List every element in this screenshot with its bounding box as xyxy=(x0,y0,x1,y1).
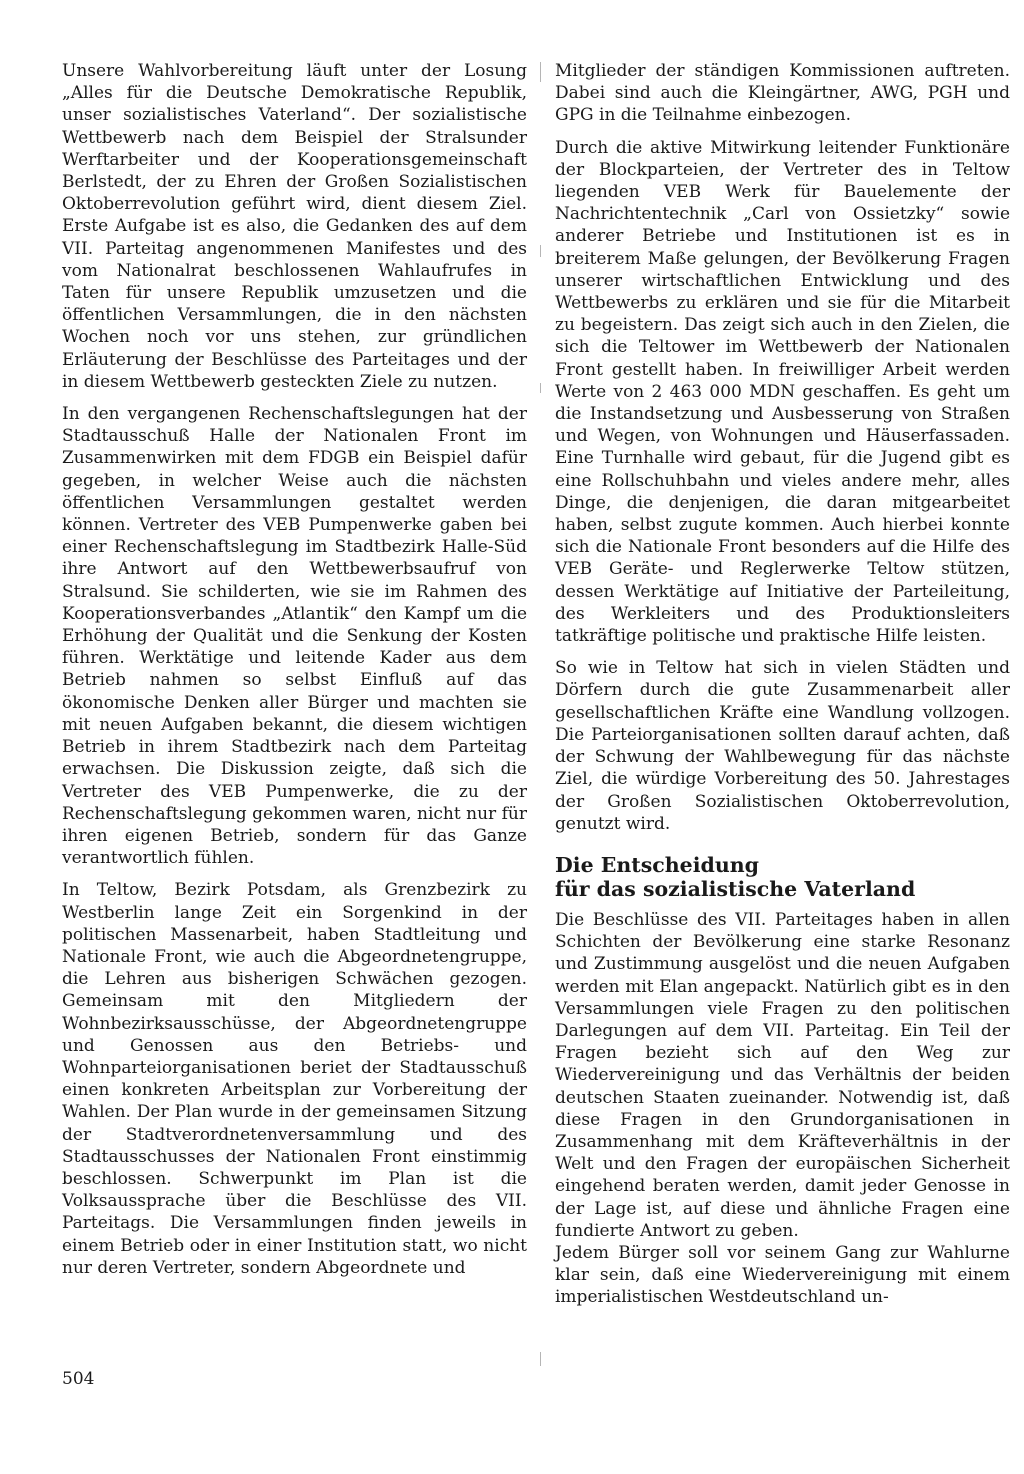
body-paragraph: Jedem Bürger soll vor seinem Gang zur Wahlurne klar sein, daß eine Wiedervereinigung mit einem imperialistischen Westdeutschland un- xyxy=(555,1242,1010,1308)
gutter-mark xyxy=(540,62,541,82)
gutter-mark xyxy=(540,245,541,257)
gutter-mark xyxy=(540,383,541,393)
body-paragraph: Die Beschlüsse des VII. Parteitages haben in allen Schichten der Bevölkerung eine starke Resonanz und Zustimmung ausgelöst und die neuen Aufgaben werden mit Elan angepackt. Natürlich gibt es in den Versammlungen viele Fragen zu den politischen Darlegungen auf dem VII. Parteitag. Ein Teil der Fragen bezieht sich auf den Weg zur Wiedervereinigung und das Verhältnis der beiden deutschen Staaten zueinander. Notwendig ist, daß diese Fragen in den Grundorganisationen in Zusammenhang mit dem Kräfteverhältnis in der Welt und den Fragen der europäischen Sicherheit eingehend beraten werden, damit jeder Genosse in der Lage ist, auf diese und ähnliche Fragen eine fundierte Antwort zu geben. xyxy=(555,909,1010,1241)
page-number: 504 xyxy=(62,1369,95,1389)
section-heading xyxy=(555,853,1010,901)
section-heading-line: Die Entscheidung xyxy=(555,852,759,877)
body-paragraph: Mitglieder der ständigen Kommissionen auftreten. Dabei sind auch die Kleingärtner, AWG, PGH und GPG in die Teilnahme einbezogen. xyxy=(555,61,1010,126)
body-paragraph: Unsere Wahlvorbereitung läuft unter der Losung „Alles für die Deutsche Demokratische Republik, unser sozialistisches Vaterland“. Der sozialistische Wettbewerb nach dem Beispiel der Stralsunder Werftarbeiter und der Kooperationsgemeinschaft Berlstedt, der zu Ehren der Großen Sozialistischen Oktoberrevolution geführt wird, dient diesem Ziel. Erste Aufgabe ist es also, die Gedanken des auf dem VII. Parteitag angenommenen Manifestes und des vom Nationalrat beschlossenen Wahlaufrufes in Taten für unsere Republik umzusetzen und die öffentlichen Versammlungen, die in den nächsten Wochen noch vor uns stehen, zur gründlichen Erläuterung der Beschlüsse des Parteitages und der in diesem Wettbewerb gesteckten Ziele zu nutzen. xyxy=(62,61,527,392)
section-heading-line: für das sozialistische Vaterland xyxy=(555,876,916,901)
gutter-mark xyxy=(540,1352,541,1366)
body-paragraph: In den vergangenen Rechenschaftslegungen hat der Stadtausschuß Halle der Nationalen Front im Zusammenwirken mit dem FDGB ein Beispiel dafür gegeben, in welcher Weise auch die nächsten öffentlichen Versammlungen gestaltet werden können. Vertreter des VEB Pumpenwerke gaben bei einer Rechenschaftslegung im Stadtbezirk Halle-Süd ihre Antwort auf den Wettbewerbsaufruf von Stralsund. Sie schilderten, wie sie im Rahmen des Kooperationsverbandes „Atlantik“ den Kampf um die Erhöhung der Qualität und die Senkung der Kosten führen. Werktätige und leitende Kader aus dem Betrieb nahmen so selbst Einfluß auf das ökonomische Denken aller Bürger und machten sie mit neuen Aufgaben bekannt, die diesem wichtigen Betrieb in ihrem Stadtbezirk nach dem Parteitag erwachsen. Die Diskussion zeigte, daß sich die Vertreter des VEB Pumpenwerke, die zu der Rechenschaftslegung gekommen waren, nicht nur für ihren eigenen Betrieb, sondern für das Ganze verantwortlich fühlen. xyxy=(62,404,527,869)
body-paragraph: Durch die aktive Mitwirkung leitender Funktionäre der Blockparteien, der Vertreter des in Teltow liegenden VEB Werk für Bauelemente der Nachrichtentechnik „Carl von Ossietzky“ sowie anderer Betriebe und Institutionen ist es in breiterem Maße gelungen, der Bevölkerung Fragen unserer wirtschaftlichen Entwicklung und des Wettbewerbs zu erklären und sie für die Mitarbeit zu begeistern. Das zeigt sich auch in den Zielen, die sich die Teltower im Wettbewerb der Nationalen Front gestellt haben. In freiwilliger Arbeit werden Werte von 2 463 000 MDN geschaffen. Es geht um die Instandsetzung und Ausbesserung von Straßen und Wegen, von Wohnungen und Häuserfassaden. Eine Turnhalle wird gebaut, für die Jugend gibt es eine Rollschuhbahn und vieles andere mehr, alles Dinge, die denjenigen, die daran mitgearbeitet haben, selbst zugute kommen. Auch hierbei konnte sich die Nationale Front besonders auf die Hilfe des VEB Geräte- und Reglerwerke Teltow stützen, dessen Werktätige auf Initiative der Parteileitung, des Werkleiters und des Produktionsleiters tatkräftige politische und praktische Hilfe leisten. xyxy=(555,137,1010,647)
left-column xyxy=(62,60,527,1279)
body-paragraph: So wie in Teltow hat sich in vielen Städten und Dörfern durch die gute Zusammenarbeit aller gesellschaftlichen Kräfte eine Wandlung vollzogen. Die Parteiorganisationen sollten darauf achten, daß der Schwung der Wahlbewegung für das nächste Ziel, die würdige Vorbereitung des 50. Jahrestages der Großen Sozialistischen Oktoberrevolution, genutzt wird. xyxy=(555,658,1010,834)
right-column xyxy=(555,60,1010,1309)
body-paragraph: In Teltow, Bezirk Potsdam, als Grenzbezirk zu Westberlin lange Zeit ein Sorgenkind in der politischen Massenarbeit, haben Stadtleitung und Nationale Front, wie auch die Abgeordnetengruppe, die Lehren aus bisherigen Schwächen gezogen. Gemeinsam mit den Mitgliedern der Wohnbezirksausschüsse, der Abgeordnetengruppe und Genossen aus den Betriebs- und Wohnparteiorganisationen beriet der Stadtausschuß einen konkreten Arbeitsplan zur Vorbereitung der Wahlen. Der Plan wurde in der gemeinsamen Sitzung der Stadtverordnetenversammlung und des Stadtausschusses der Nationalen Front einstimmig beschlossen. Schwerpunkt im Plan ist die Volksaussprache über die Beschlüsse des VII. Parteitags. Die Versammlungen finden jeweils in einem Betrieb oder in einer Institution statt, wo nicht nur deren Vertreter, sondern Abgeordnete und xyxy=(62,880,527,1278)
